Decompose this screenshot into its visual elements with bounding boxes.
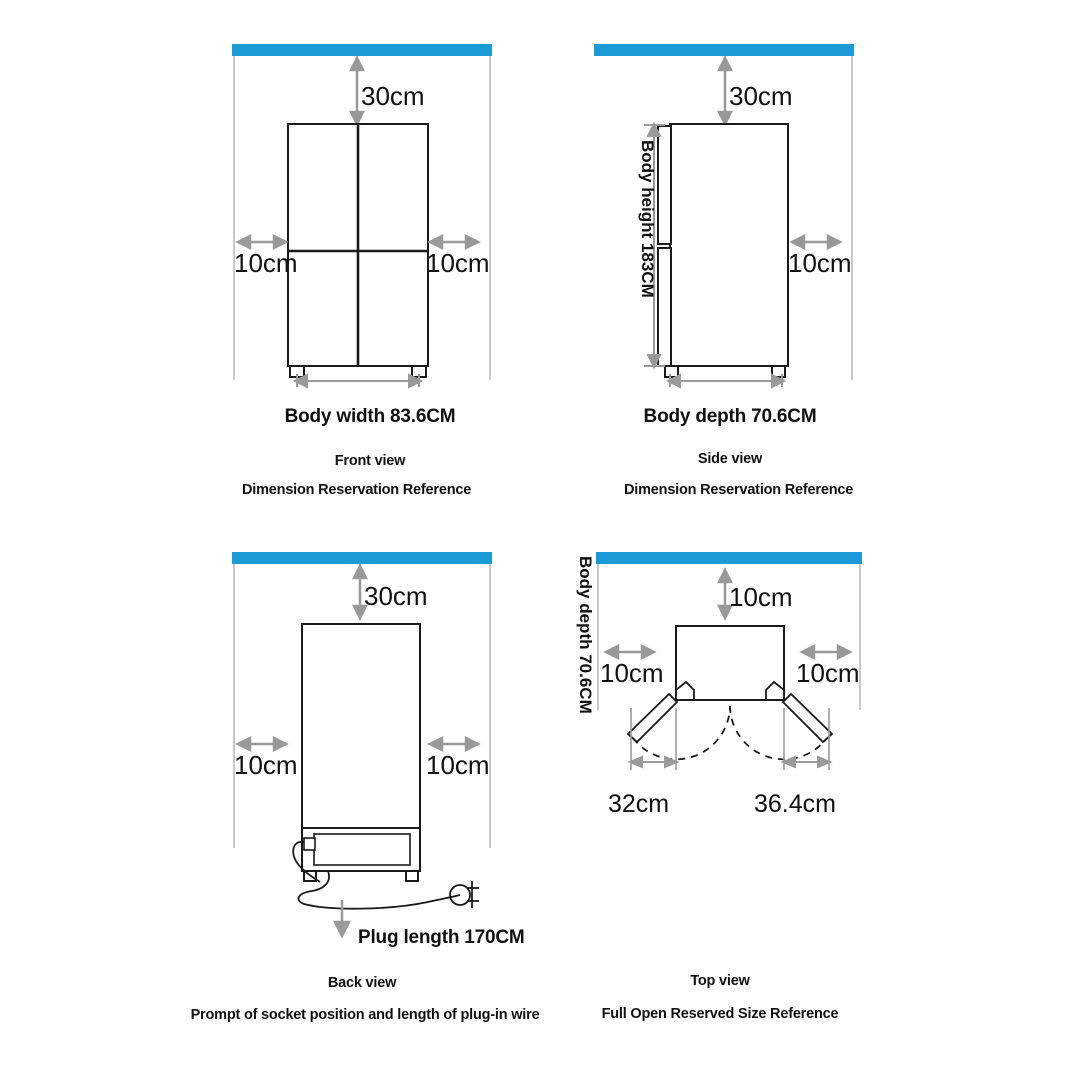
front-body-width-label: Body width 83.6CM bbox=[284, 406, 456, 427]
panel-back-view bbox=[190, 548, 540, 1023]
plug-length-arrow bbox=[335, 900, 349, 936]
right-clearance-arrow bbox=[792, 236, 840, 248]
cord-connector bbox=[304, 838, 315, 850]
body-width-dimension-arrow bbox=[295, 374, 421, 387]
left-swing-dimension-arrow bbox=[630, 757, 677, 767]
ceiling-bar bbox=[596, 552, 862, 564]
door-left-open bbox=[628, 694, 677, 742]
right-clearance-arrow bbox=[430, 236, 478, 248]
left-clearance-arrow bbox=[238, 738, 286, 750]
ceiling-bar bbox=[232, 44, 492, 56]
side-top-clearance-label: 30cm bbox=[729, 81, 793, 111]
side-view-drawing bbox=[580, 40, 900, 390]
door-right-open bbox=[783, 694, 832, 742]
top-view-note: Full Open Reserved Size Reference bbox=[601, 1006, 839, 1022]
right-door-swing-label: 36.4cm bbox=[754, 790, 836, 818]
top-clearance-label: 10cm bbox=[729, 582, 793, 612]
back-view-note: Prompt of socket position and length of plug-in wire bbox=[190, 1007, 540, 1023]
panel-front-view bbox=[220, 40, 520, 498]
front-view-drawing bbox=[220, 40, 520, 390]
front-right-clearance-label: 10cm bbox=[426, 248, 490, 278]
top-view-drawing bbox=[548, 548, 900, 938]
refrigerator-back-outline bbox=[302, 624, 420, 881]
refrigerator-side-outline bbox=[658, 124, 788, 377]
front-view-caption: Front view bbox=[334, 453, 406, 469]
top-body-depth-label: Body depth 70.6CM bbox=[576, 556, 595, 714]
refrigerator-front-outline bbox=[288, 124, 428, 377]
left-door-swing-label: 32cm bbox=[608, 790, 670, 818]
compressor-panel bbox=[314, 834, 410, 865]
left-clearance-arrow bbox=[238, 236, 286, 248]
side-right-clearance-label: 10cm bbox=[788, 248, 852, 278]
back-view-caption: Back view bbox=[327, 975, 397, 991]
top-left-clearance-label: 10cm bbox=[600, 658, 664, 688]
front-view-note: Dimension Reservation Reference bbox=[242, 482, 472, 498]
right-clearance-arrow bbox=[802, 646, 850, 658]
ceiling-bar bbox=[594, 44, 854, 56]
front-top-clearance-label: 30cm bbox=[361, 81, 425, 111]
lower-door-panel bbox=[658, 248, 671, 366]
leg-left bbox=[665, 366, 678, 377]
panel-side-view bbox=[580, 40, 900, 498]
body-depth-dimension-arrow bbox=[668, 374, 784, 387]
upper-door-panel bbox=[658, 126, 671, 244]
refrigerator-top-outline bbox=[676, 626, 784, 700]
back-top-clearance-label: 30cm bbox=[364, 581, 428, 611]
plug-length-label: Plug length 170CM bbox=[358, 927, 525, 948]
panel-top-view bbox=[548, 548, 900, 1022]
side-body-depth-label: Body depth 70.6CM bbox=[643, 406, 817, 427]
right-clearance-arrow bbox=[430, 738, 478, 750]
side-body-height-label: Body height 183CM bbox=[638, 140, 657, 298]
leg-right bbox=[406, 871, 418, 881]
power-plug-icon bbox=[450, 881, 479, 908]
side-view-caption: Side view bbox=[697, 451, 763, 467]
top-view-caption: Top view bbox=[690, 973, 750, 989]
back-view-drawing bbox=[220, 548, 520, 938]
left-clearance-arrow bbox=[606, 646, 654, 658]
back-left-clearance-label: 10cm bbox=[234, 750, 298, 780]
ceiling-bar bbox=[232, 552, 492, 564]
top-right-clearance-label: 10cm bbox=[796, 658, 860, 688]
right-swing-dimension-arrow bbox=[783, 757, 830, 767]
back-right-clearance-label: 10cm bbox=[426, 750, 490, 780]
front-left-clearance-label: 10cm bbox=[234, 248, 298, 278]
side-view-note: Dimension Reservation Reference bbox=[624, 482, 854, 498]
